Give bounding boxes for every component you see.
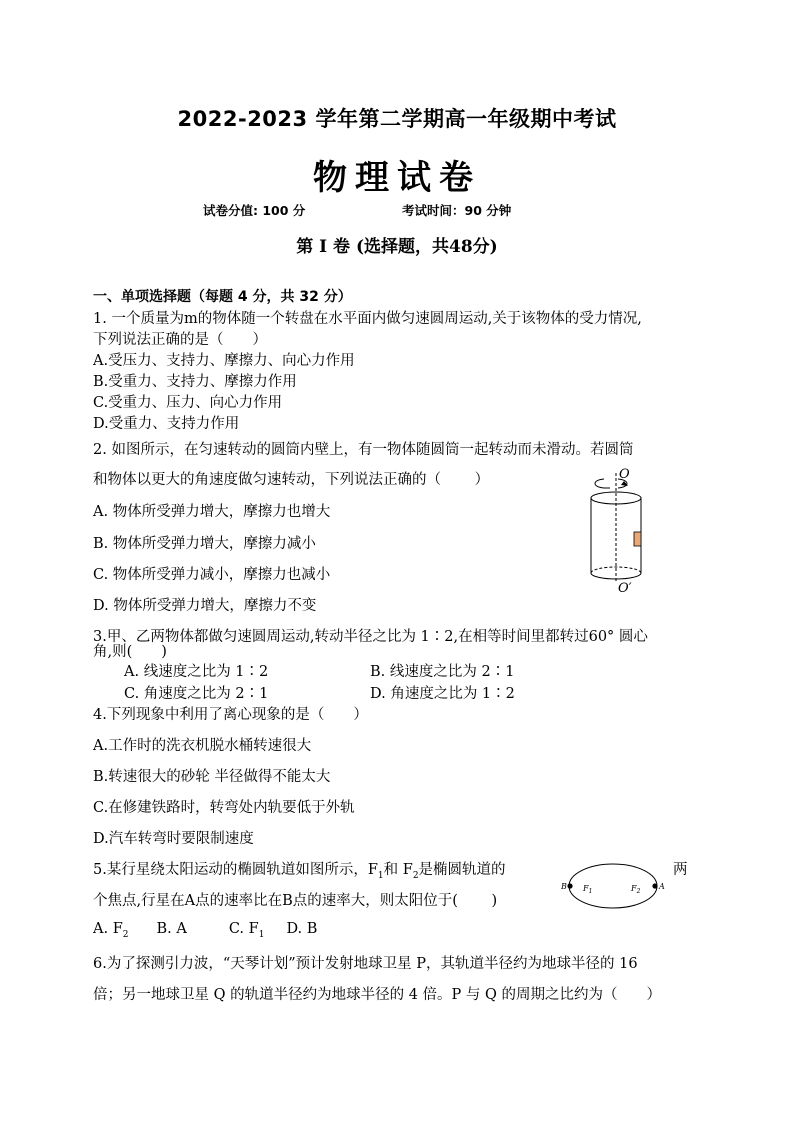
q5-option-a-sub: 2: [122, 929, 129, 940]
label-f1: $F_1$: [583, 884, 593, 895]
q3-option-b: B. 线速度之比为 2∶1: [370, 664, 515, 680]
q5-option-c-sub: 1: [258, 929, 265, 940]
rotating-cylinder-figure: [580, 465, 655, 595]
q1-option-a: A.受压力、支持力、摩擦力、向心力作用: [93, 353, 355, 369]
q3-option-a: A. 线速度之比为 1∶2: [124, 664, 269, 680]
q5-stem-line2: 个焦点,行星在A点的速率比在B点的速率大，则太阳位于( ): [93, 893, 498, 909]
q2-option-c: C. 物体所受弹力减小，摩擦力也减小: [93, 567, 331, 583]
subject-title: 物理试卷: [313, 158, 481, 198]
q1-stem-line1: 1. 一个质量为m的物体随一个转盘在水平面内做匀速圆周运动,关于该物体的受力情况,: [93, 311, 642, 327]
q5-stem-line1-end: 两: [673, 862, 688, 878]
q2-stem-line2: 和物体以更大的角速度做匀速转动，下列说法正确的（ ）: [93, 472, 490, 488]
q1-option-b: B.受重力、支持力、摩擦力作用: [93, 374, 297, 390]
q3-option-c: C. 角速度之比为 2∶1: [124, 686, 269, 702]
q5-option-b: B. A: [156, 921, 187, 937]
q4-option-c: C.在修建铁路时，转弯处内轨要低于外轨: [93, 800, 355, 816]
q5-sub-1: 1: [377, 870, 384, 881]
q5-option-a: A. F: [93, 921, 123, 937]
part-heading: 第 I 卷 (选择题，共48分): [296, 237, 498, 257]
q5-stem-line1: [93, 858, 506, 881]
q1-stem-line2: 下列说法正确的是（ ）: [93, 332, 267, 348]
q1-option-d: D.受重力、支持力作用: [93, 416, 240, 432]
q3-stem-line2: 角,则( ): [93, 644, 167, 660]
axis-label-top: O: [619, 467, 630, 482]
q4-option-d: D.汽车转弯时要限制速度: [93, 831, 254, 847]
q1-option-c: C.受重力、压力、向心力作用: [93, 395, 283, 411]
q5-option-c: C. F: [228, 921, 259, 937]
label-f2: $F_2$: [631, 884, 641, 895]
axis-label-bottom: O′: [618, 581, 632, 595]
q5-option-d: D. B: [286, 921, 318, 937]
q6-stem-line1: 6.为了探测引力波，“天琴计划”预计发射地球卫星 P，其轨道半径约为地球半径的 16: [93, 956, 638, 972]
q5-options: [93, 921, 317, 940]
q2-option-d: D. 物体所受弹力增大，摩擦力不变: [93, 598, 317, 614]
q5-stem-part3: 是椭圆轨道的: [418, 862, 506, 878]
q2-stem-line1: 2. 如图所示，在匀速转动的圆筒内壁上，有一物体随圆筒一起转动而未滑动。若圆筒: [93, 442, 634, 458]
q4-option-b: B.转速很大的砂轮 半径做得不能太大: [93, 769, 331, 785]
exam-time: 考试时间：90 分钟: [402, 203, 512, 218]
q4-option-a: A.工作时的洗衣机脱水桶转速很大: [93, 738, 312, 754]
q5-stem-part1: 5.某行星绕太阳运动的椭圆轨道如图所示，F: [93, 862, 378, 878]
point-b: [567, 883, 572, 888]
q5-stem-part2: 和 F: [383, 862, 413, 878]
q3-option-d: D. 角速度之比为 1∶2: [370, 686, 515, 702]
exam-score: 试卷分值: 100 分: [203, 203, 306, 218]
rotation-arrow: [595, 479, 610, 488]
point-a: [652, 883, 657, 888]
label-b: B: [561, 882, 567, 891]
q6-stem-line2: 倍；另一地球卫星 Q 的轨道半径约为地球半径的 4 倍。P 与 Q 的周期之比约为（ ）: [93, 987, 662, 1003]
section-heading: 一、单项选择题（每题 4 分，共 32 分）: [93, 289, 352, 305]
exam-title: 2022-2023 学年第二学期高一年级期中考试: [177, 107, 617, 131]
q3-stem-line1: 3.甲、乙两物体都做匀速圆周运动,转动半径之比为 1∶2,在相等时间里都转过60° 圆心: [93, 629, 648, 645]
block-on-wall: [634, 532, 641, 546]
q5-sub-2: 2: [412, 870, 419, 881]
q2-option-b: B. 物体所受弹力增大，摩擦力减小: [93, 536, 316, 552]
q2-option-a: A. 物体所受弹力增大，摩擦力也增大: [93, 504, 331, 520]
ellipse-orbit-figure: [558, 858, 668, 916]
label-a: A: [659, 882, 665, 891]
q4-stem: 4.下列现象中利用了离心现象的是（ ）: [93, 707, 368, 723]
